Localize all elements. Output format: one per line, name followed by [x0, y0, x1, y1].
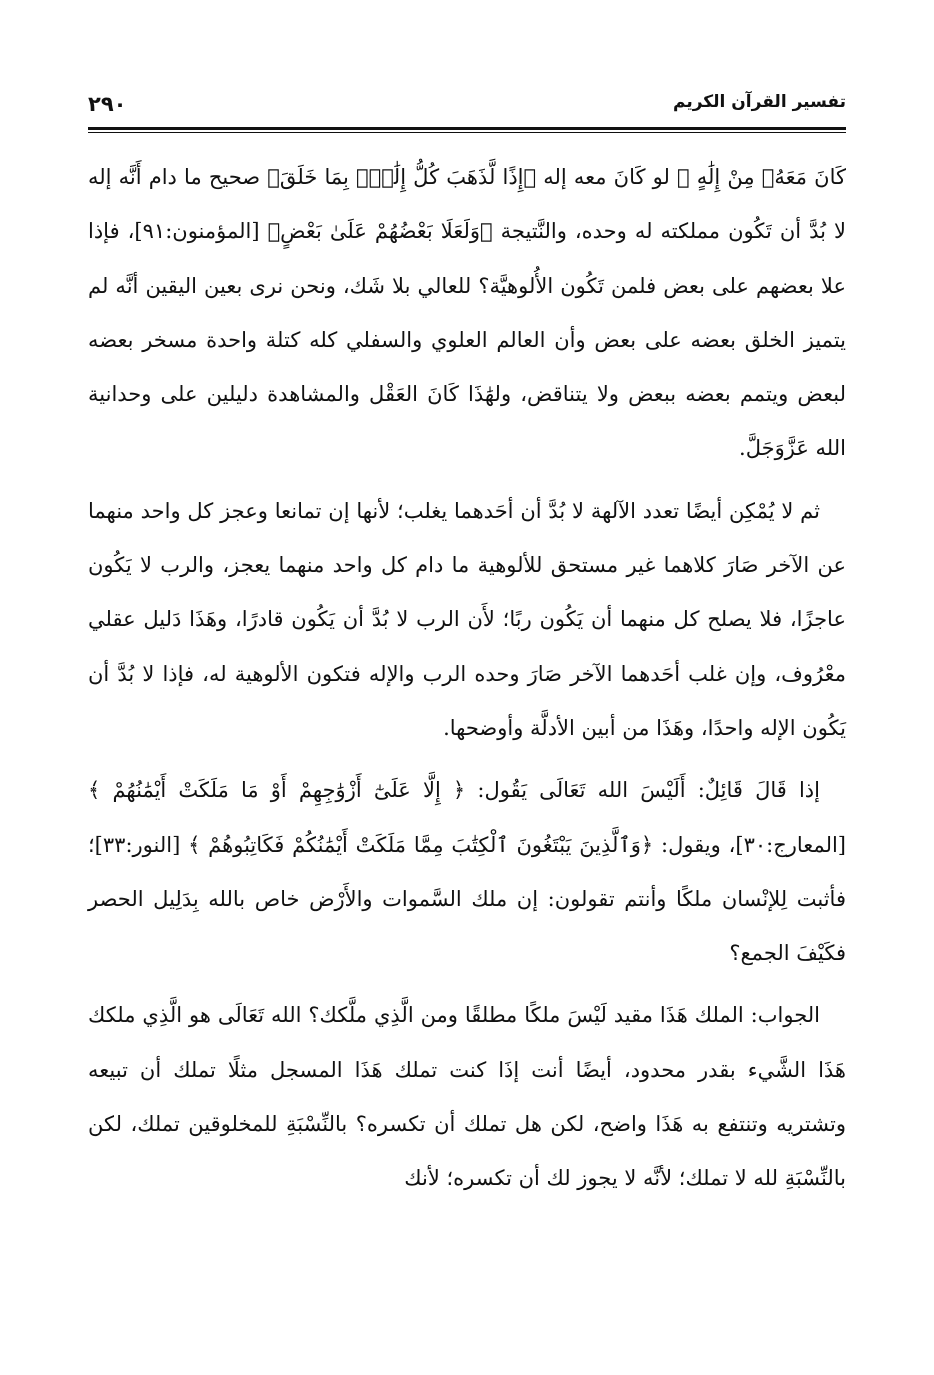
- header-divider: [88, 127, 846, 133]
- paragraph-4: الجواب: الملك هَذَا مقيد لَيْسَ ملكًا مطلقًا ومن الَّذِي ملَّكك؟ الله تَعَالَى هو الَّذِي ملكك هَذَا الشَّيء بقدر محدود، أيضًا أنت إذَا كنت تملك هَذَا المسجل مثلًا تملك أن تبيعه وتشتريه وتنتفع به هَذَا واضح، لكن هل تملك أن تكسره؟ بالنِّسْبَةِ للمخلوقين تملك، لكن بالنِّسْبَةِ لله لا تملك؛ لأنَّه لا يجوز لك أن تكسره؛ لأنك: [88, 1003, 846, 1191]
- paragraph-1: كَانَ مَعَهُۥ مِنْ إِلَٰهٍ ﴾ لو كَانَ معه إله ﴿إِذًا لَّذَهَبَ كُلُّ إِلَٰهٍۭ بِمَا خَلَقَ﴾ صحيح ما دام أَنَّه إله لا بُدَّ أن تَكُون مملكته له وحده، والنَّتيجة ﴿وَلَعَلَا بَعْضُهُمْ عَلَىٰ بَعْضٍ﴾ [المؤمنون:٩١]، فإذا علا بعضهم على بعض فلمن تَكُون الأُلوهيَّة؟ للعالي بلا شَك، ونحن نرى بعين اليقين أنَّه لم يتميز الخلق بعضه على بعض وأن العالم العلوي والسفلي كله كتلة واحدة مسخر بعضه لبعض ويتمم بعضه ببعض ولا يتناقض، ولهَٰذَا كَانَ العَقْل والمشاهدة دليلين على وحدانية الله عَزَّوَجَلَّ.: [88, 165, 847, 461]
- page-header: [88, 88, 846, 128]
- paragraph-2: ثم لا يُمْكِن أيضًا تعدد الآلهة لا بُدَّ أن أحَدهما يغلب؛ لأنها إن تمانعا وعجز كل واحد منهما عن الآخر صَارَ كلاهما غير مستحق للألوهية ما دام كل واحد منهما يعجز، والرب لا يَكُون عاجزًا، فلا يصلح كل منهما أن يَكُون ربًا؛ لأَن الرب لا بُدَّ أن يَكُون قادرًا، وهَذَا دَليل عقلي معْرُوف، وإن غلب أحَدهما الآخر صَارَ وحده الرب والإله فتكون الألوهية له، فإذا لا بُدَّ أن يَكُون الإله واحدًا، وهَذَا من أبين الأدلَّة وأوضحها.: [88, 498, 846, 740]
- paragraph-3: إذا قَالَ قَائِلٌ: أَلَيْسَ الله تَعَالَى يَقُول: ﴿ إِلَّا عَلَىٰٓ أَزْوَٰجِهِمْ أَوْ مَا مَلَكَتْ أَيْمَٰنُهُمْ ﴾ [المعارج:٣٠]، ويقول: ﴿وَٱلَّذِينَ يَبْتَغُونَ ٱلْكِتَٰبَ مِمَّا مَلَكَتْ أَيْمَٰنُكُمْ فَكَاتِبُوهُمْ ﴾ [النور:٣٣]؛ فأثبت لِلإنْسان ملكًا وأنتم تقولون: إن ملك السَّموات والأَرْض خاص بالله بِدَلِيل الحصر فكَيْفَ الجمع؟: [88, 778, 846, 966]
- book-title: تفسير القرآن الكريم: [672, 92, 846, 112]
- page-body: [88, 150, 846, 1214]
- page-number: ٢٩٠: [88, 92, 127, 116]
